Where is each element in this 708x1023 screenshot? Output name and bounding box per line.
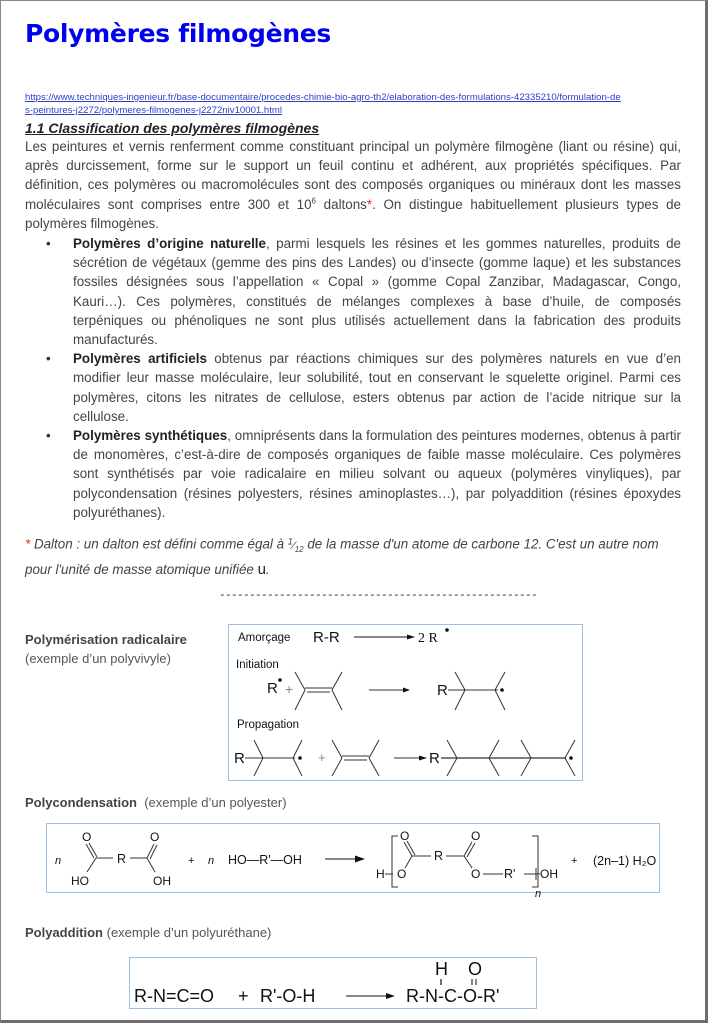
alcohol: R'-O-H — [260, 986, 316, 1006]
intro-text-3: . On distingue habituellement plusieurs types de polymères filmogènes. — [25, 196, 681, 231]
polymer-types-list — [25, 234, 681, 522]
urethane: R-N-C-O-R' — [406, 986, 500, 1006]
note-text-1: Dalton : un dalton est défini comme égal à — [30, 536, 288, 552]
group-ho: HO — [71, 874, 89, 888]
term: Polymères artificiels — [73, 351, 207, 367]
atom-o: O — [468, 959, 483, 979]
term: Polymères synthétiques — [73, 428, 228, 444]
atom-o: O — [397, 867, 407, 881]
reactant-rr: R-R — [313, 629, 340, 646]
plus: + — [188, 855, 195, 867]
fraction-denominator: 12 — [294, 544, 304, 554]
polycondensation-diagram — [46, 823, 660, 900]
atom-r: R — [434, 849, 444, 863]
polyaddition-label-subtitle: (exemple d’un polyuréthane) — [103, 925, 272, 940]
radical-label-subtitle: (exemple d’un polyvivyle) — [25, 651, 171, 666]
intro-text-1: Les peintures et vernis renferment comme constituant principal un polymère filmogène (liant ou résine) qui, après durcissement, forme sur le support un feuil continu et adhérent, aux propriétés spécifiques. Par définition, ces polymères ou macromolécules sont des composés organiques ou minéraux dont les masses moléculaires sont comprises entre 300 et 10 — [25, 139, 681, 212]
description: , omniprésents dans la formulation des peintures modernes, obtenus à partir de monomères, c’est-à-dire de composés organiques de faible masse moléculaire. Ces polymères sont synthétisés par voie radicalaire en milieu solvant ou aqueux (polymères vinyliques), par polycondensation (résines polyesters, résines aminoplastes…), par polyaddition (résines époxydes polyuréthanes). — [73, 428, 681, 520]
polycondensation-label-title: Polycondensation — [25, 795, 137, 810]
radical-polymerization-diagram — [228, 624, 583, 781]
water: (2n–1) H₂O — [593, 854, 657, 868]
footnote-star: * — [366, 196, 373, 212]
list-item-artificial — [46, 349, 682, 426]
atom-o: O — [82, 830, 92, 844]
atom-r: R — [117, 852, 127, 866]
r-radical: R — [267, 680, 278, 697]
bullet-icon: • — [46, 428, 51, 444]
radical-label — [25, 630, 187, 668]
polycondensation-scheme-svg — [47, 824, 659, 900]
coefficient-n: n — [55, 855, 62, 867]
polycondensation-label — [25, 793, 287, 812]
product-2r: 2 R — [418, 631, 438, 646]
fraction-numerator: 1 — [287, 536, 293, 546]
step-propagation: Propagation — [237, 719, 300, 731]
divider: ----------------------------------------------------- — [219, 590, 538, 602]
atom-r-prime: R' — [504, 867, 516, 881]
intro-text-2: daltons — [316, 196, 367, 212]
list-item-synthetic — [46, 426, 681, 522]
coefficient-n: n — [208, 855, 215, 867]
bullet-icon: • — [46, 236, 51, 251]
atom-h: H — [376, 867, 385, 881]
note-text-2: de la masse d'un atome de carbone 12. C'est un autre nom pour l'unité de masse atomique unifiée — [25, 536, 659, 578]
polyaddition-scheme-svg — [130, 958, 536, 1008]
section-heading: 1.1 Classification des polymères filmogènes — [25, 120, 320, 136]
repeat-n: n — [535, 888, 542, 900]
plus: + — [571, 855, 578, 867]
radical-scheme-svg — [229, 625, 582, 780]
plus: + — [318, 750, 326, 765]
polyaddition-label-title: Polyaddition — [25, 925, 103, 940]
atom-o: O — [400, 829, 410, 843]
diol: HO—R'—OH — [228, 853, 302, 867]
step-amorcage: Amorçage — [238, 632, 291, 644]
dalton-footnote — [25, 531, 685, 581]
r-group: R — [429, 750, 440, 767]
r-group: R — [437, 682, 448, 699]
plus: + — [238, 986, 249, 1006]
polyaddition-diagram — [129, 957, 537, 1009]
group-oh: OH — [540, 867, 558, 881]
source-link[interactable]: https://www.techniques-ingenieur.fr/base-documentaire/procedes-chimie-bio-agro-th2/elaboration-des-formulations-42335210/formulation-des-peintures-j2272/polymeres-filmogenes-j2272niv10001.html — [25, 92, 621, 116]
term: Polymères d’origine naturelle — [73, 236, 266, 251]
polycondensation-label-subtitle: (exemple d’un polyester) — [136, 795, 287, 810]
intro-paragraph — [25, 137, 681, 233]
atom-o: O — [471, 867, 481, 881]
plus: + — [285, 681, 294, 697]
isocyanate: R-N=C=O — [134, 986, 215, 1006]
unit-symbol: u — [257, 561, 266, 579]
description: obtenus par réactions chimiques sur des polymères naturels en vue d’en modifier leur masse moléculaire, leur solubilité, tout en conservant le squelette originel. Parmi ces polymères, citons les nitrates de cellulose, esters obtenus par action de l’acide nitrique sur la cellulose. — [73, 351, 682, 424]
polyaddition-label — [25, 923, 271, 942]
r-group: R — [234, 750, 245, 767]
description: , parmi lesquels les résines et les gommes naturelles, produits de sécrétion de végétaux (gemme des pins des Landes) ou d’insecte (gomme laque) et les substances fossiles désignées sous l’appellation « Copal » (gomme Copal Zanzibar, Madagascar, Congo, Kauri…). Ces polymères, constitués de mélanges complexes à base d’huile, de composés terpéniques ou phénoliques ne sont plus utilisés actuellement dans la fabrication des produits manufacturés. — [73, 236, 681, 348]
exponent: 6 — [311, 196, 316, 206]
note-end: . — [265, 562, 270, 578]
bullet-icon: • — [46, 351, 51, 367]
radical-label-title: Polymérisation radicalaire — [25, 632, 187, 647]
list-item-natural — [46, 234, 681, 349]
page-title: Polymères filmogènes — [25, 19, 331, 48]
group-oh: OH — [153, 874, 171, 888]
fraction: $^1⁄_{12}$ — [287, 536, 304, 554]
atom-h: H — [435, 959, 448, 979]
atom-o: O — [150, 830, 160, 844]
footnote-star: * — [25, 536, 31, 552]
step-initiation: Initiation — [236, 659, 279, 671]
atom-o: O — [471, 829, 481, 843]
